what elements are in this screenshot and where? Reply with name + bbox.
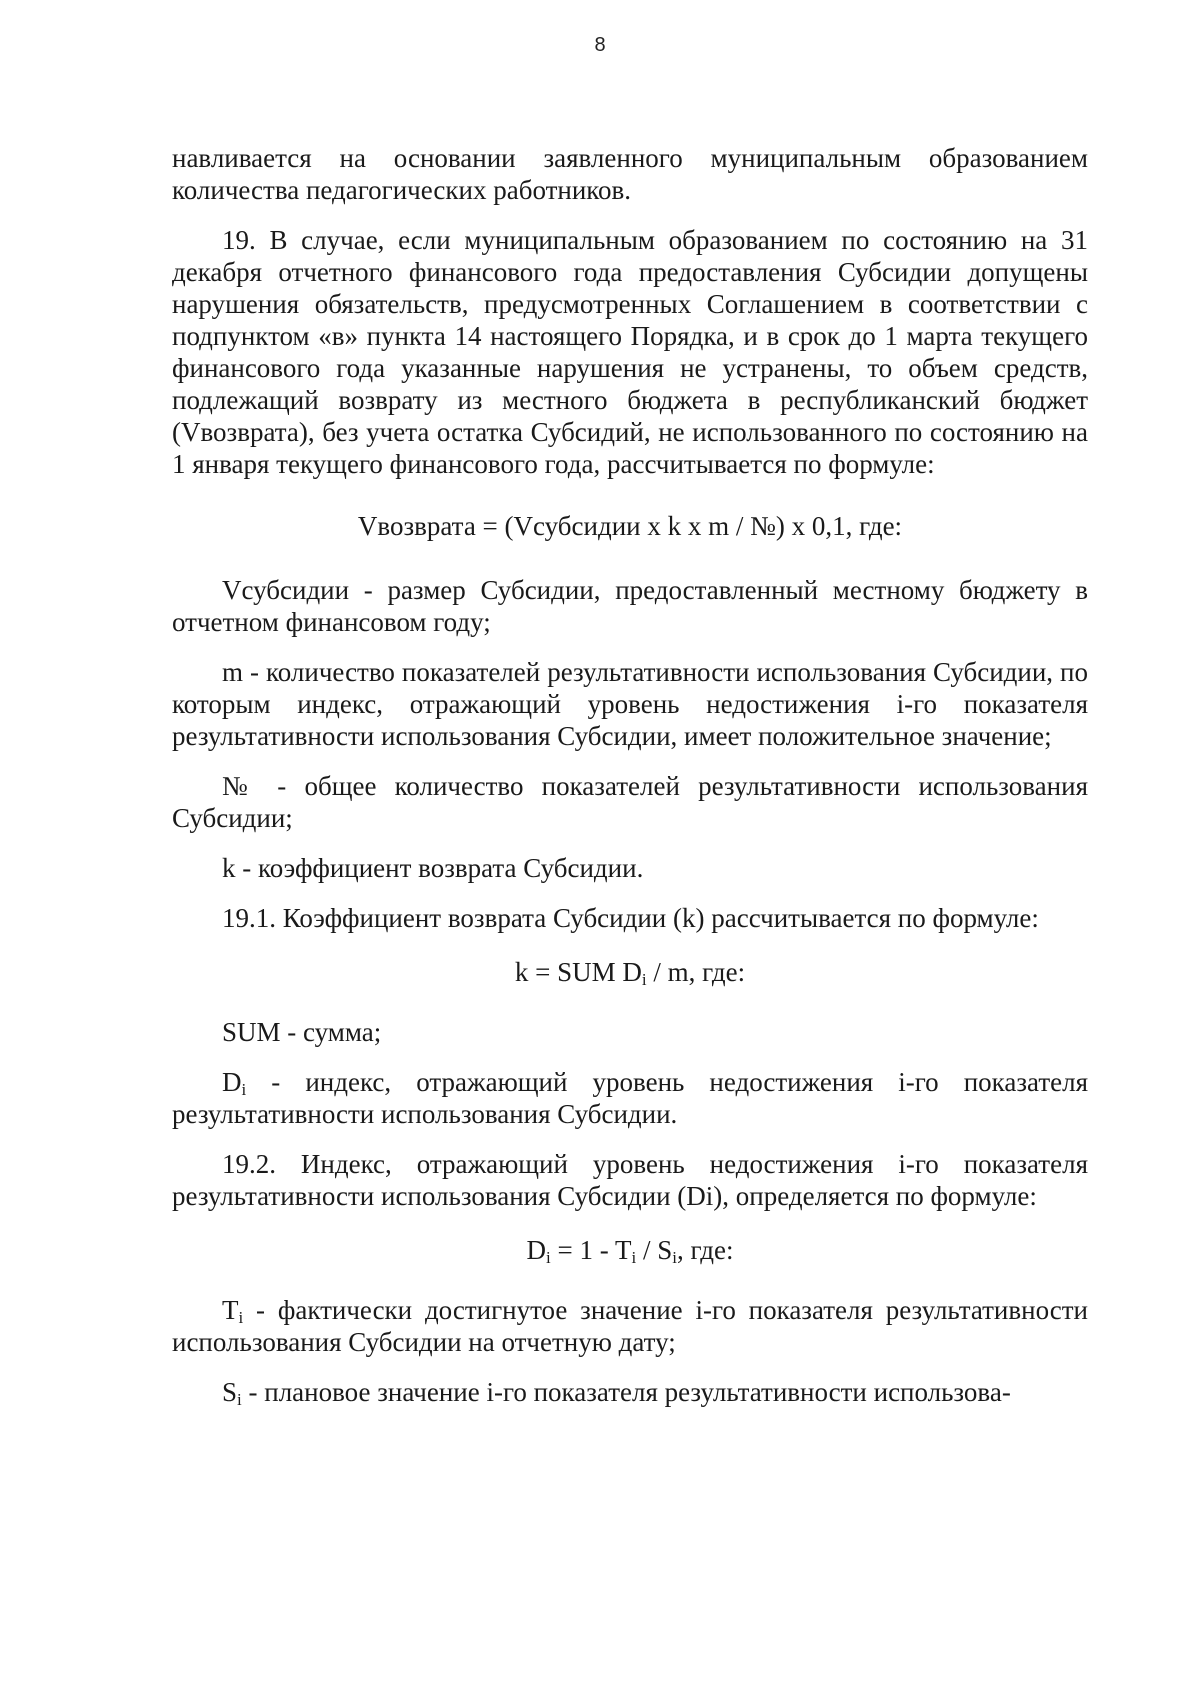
definition-sum: SUM - сумма; <box>222 1017 382 1047</box>
definition-di-subscript: i <box>241 1080 247 1099</box>
definition-di-text: - индекс, отражающий уровень недостижения i-го показателя результативности использования Субсидии. <box>172 1067 1088 1129</box>
formula-refund-volume: Vвозврата = (Vсубсидии x k x m / №) x 0,1, где: <box>357 511 903 541</box>
definition-k: k - коэффициент возврата Субсидии. <box>222 853 644 883</box>
formula-k-part-a: k = SUM D <box>514 957 642 987</box>
definition-ti-symbol: T <box>222 1295 239 1325</box>
formula-di-sub-1: i <box>546 1248 551 1267</box>
paragraph-19: 19. В случае, если муниципальным образованием по состоянию на 31 декабря отчетного финансового года предоставления Субсидии допущены нарушения обязательств, предусмотренных Соглашением в соответствии с подпунктом «в» пункта 14 настоящего Порядка, и в срок до 1 марта текущего финансового года указанные нарушения не устранены, то объем средств, подлежащий возврату из местного бюджета в республиканский бюджет (Vвозврата), без учета остатка Субсидий, не использованного по состоянию на 1 января текущего финансового года, рассчитывается по формуле: <box>172 225 1088 479</box>
formula-k-part-b: / m, где: <box>646 957 746 987</box>
definition-ti <box>172 1294 1088 1358</box>
paragraph-19-1: 19.1. Коэффициент возврата Субсидии (k) рассчитывается по формуле: <box>222 903 1039 933</box>
formula-di-part-a: D <box>526 1235 547 1265</box>
definition-ti-subscript: i <box>238 1308 244 1327</box>
definition-si <box>172 1376 1088 1408</box>
definition-ti-text: - фактически достигнутое значение i-го показателя результативности использования Субсидии на отчетную дату; <box>172 1295 1088 1357</box>
page-number: 8 <box>594 34 606 56</box>
paragraph-19-2: 19.2. Индекс, отражающий уровень недостижения i-го показателя результативности использования Субсидии (Di), определяется по формуле: <box>172 1149 1088 1211</box>
document-body <box>172 142 1088 1426</box>
formula-k <box>172 956 1088 988</box>
definition-si-text: - плановое значение i-го показателя результативности использова- <box>241 1377 1011 1407</box>
definition-si-symbol: S <box>222 1377 238 1407</box>
definition-si-subscript: i <box>237 1390 242 1409</box>
formula-di <box>172 1234 1088 1266</box>
formula-di-part-b: = 1 - T <box>550 1235 632 1265</box>
definition-total-count: № - общее количество показателей результативности использования Субсидии; <box>172 771 1088 833</box>
formula-di-sub-3: i <box>672 1248 677 1267</box>
formula-di-part-c: / S <box>636 1235 673 1265</box>
definition-v-subsidy: Vсубсидии - размер Субсидии, предоставленный местному бюджету в отчетном финансовом году; <box>172 575 1088 637</box>
formula-k-subscript: i <box>641 970 647 989</box>
formula-di-sub-2: i <box>631 1248 637 1267</box>
definition-di-symbol: D <box>222 1067 242 1097</box>
paragraph-continuation: навливается на основании заявленного муниципальным образованием количества педагогических работников. <box>172 143 1088 205</box>
definition-m: m - количество показателей результативности использования Субсидии, по которым индекс, отражающий уровень недостижения i-го показателя результативности использования Субсидии, имеет положительное значение; <box>172 657 1088 751</box>
definition-di <box>172 1066 1088 1130</box>
formula-di-part-d: , где: <box>677 1235 734 1265</box>
